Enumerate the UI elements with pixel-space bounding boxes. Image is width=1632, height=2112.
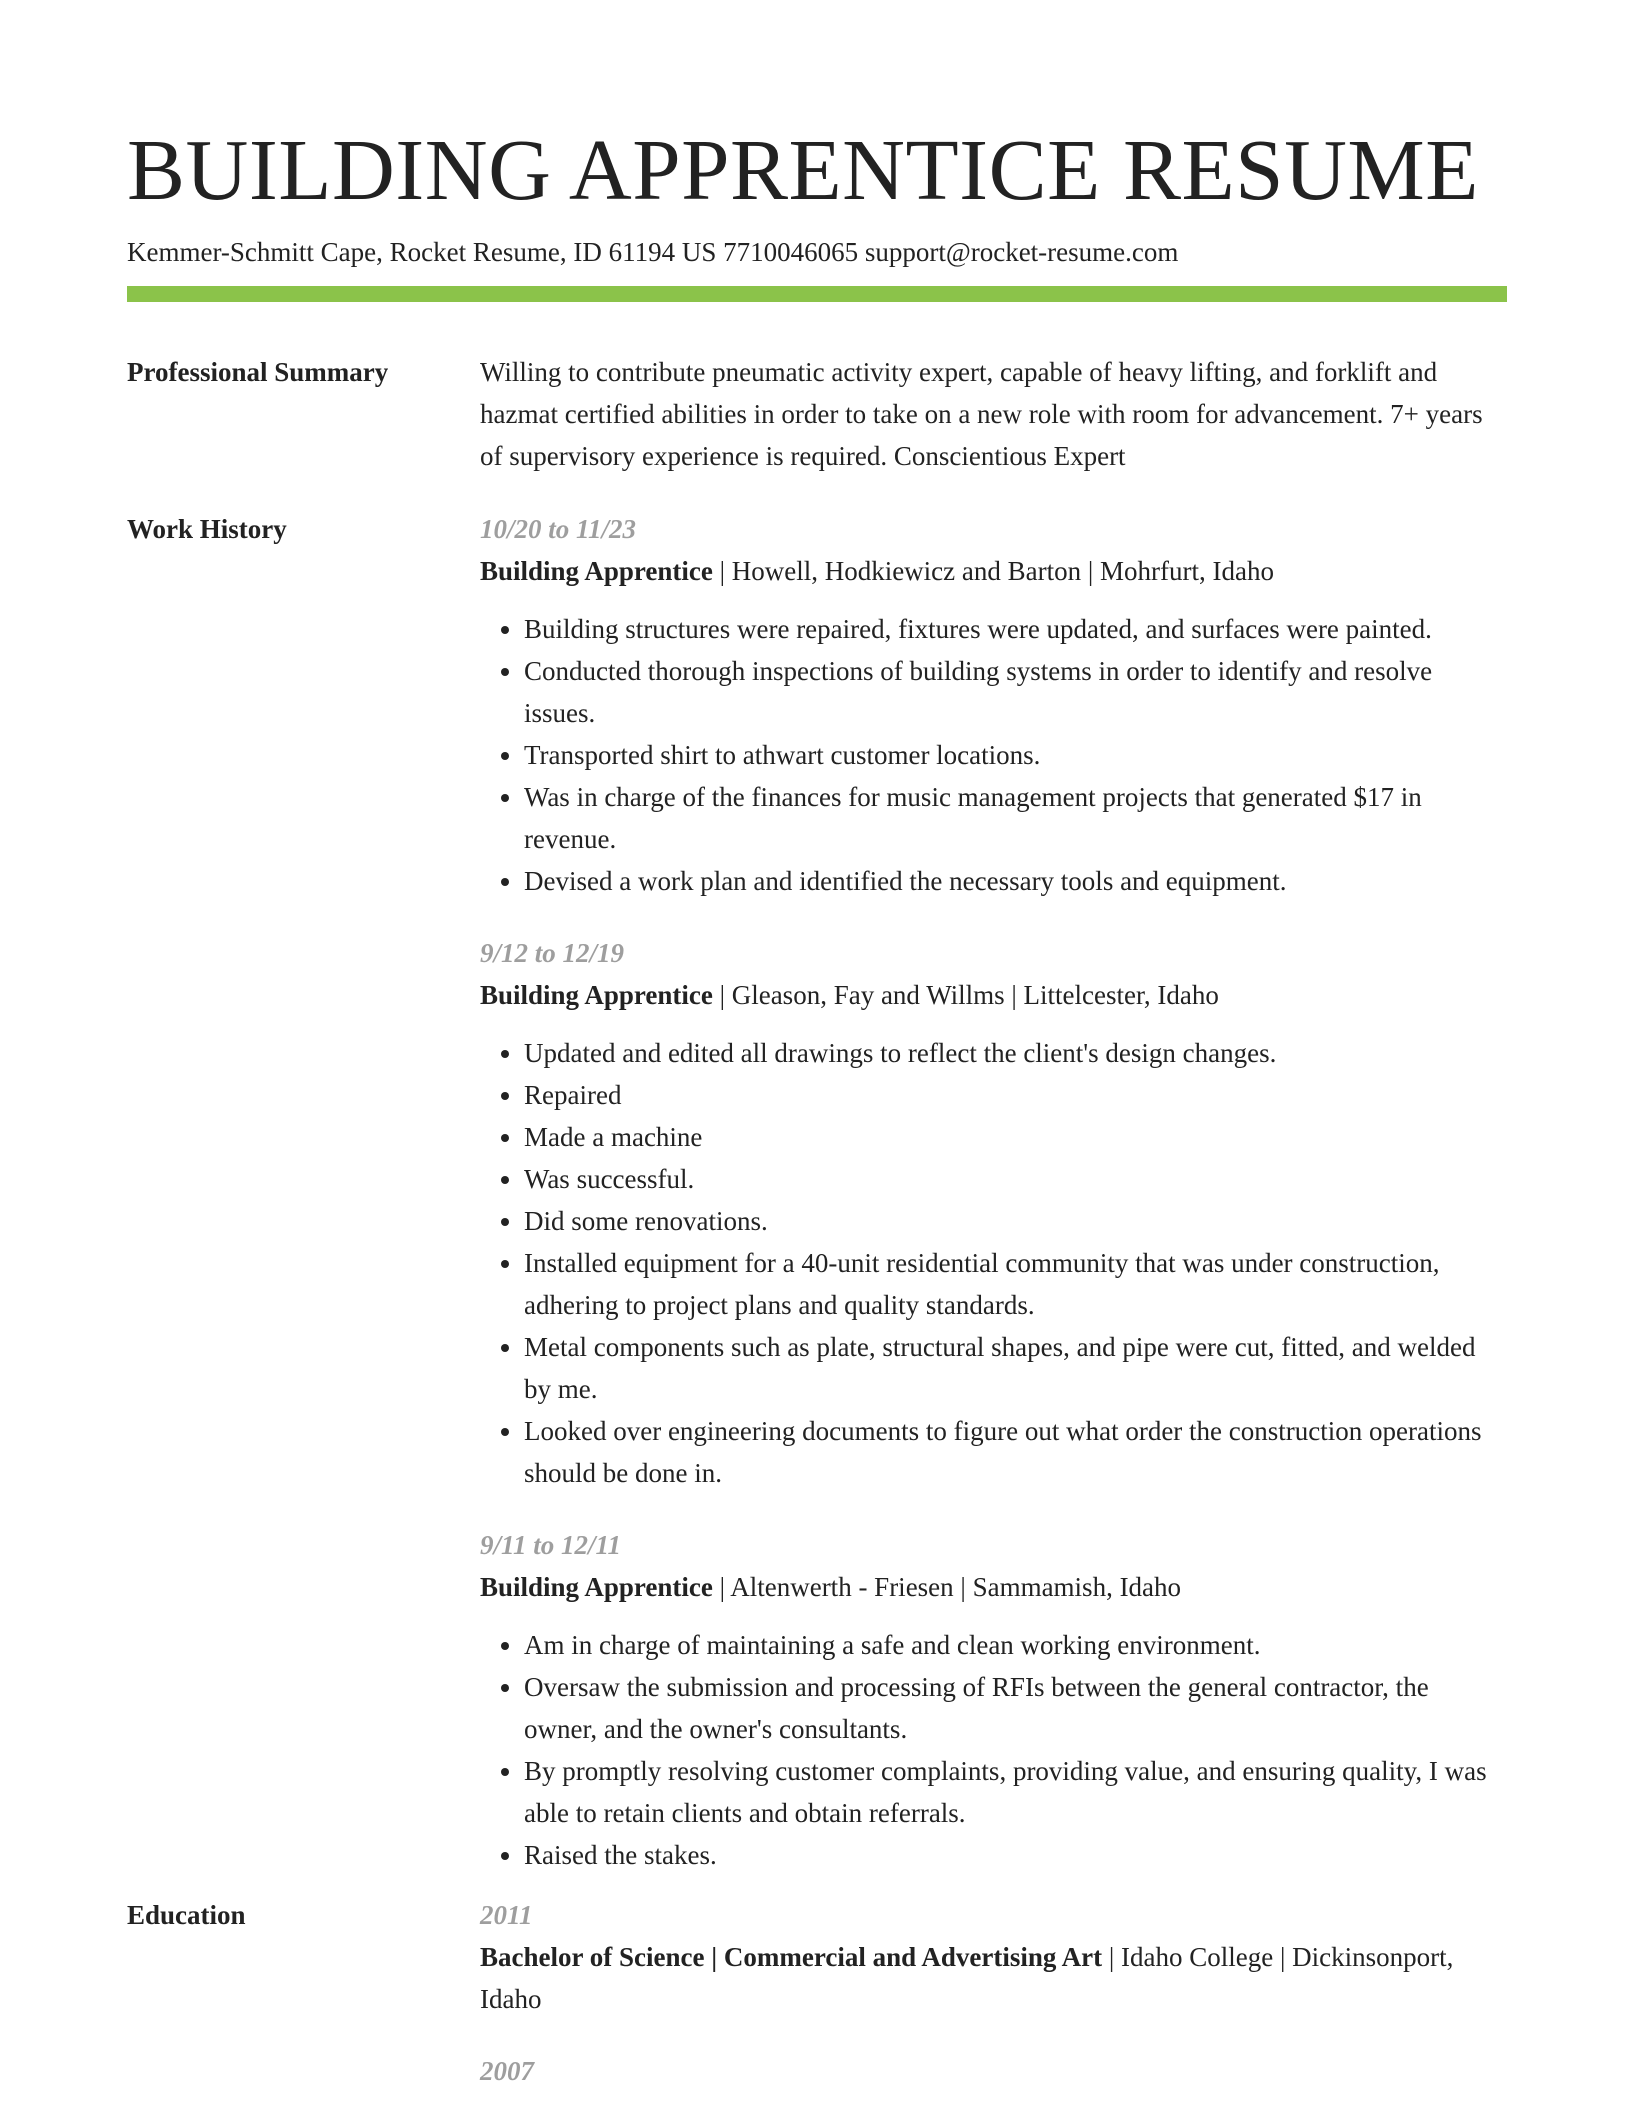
job-bullets <box>480 1032 1507 1494</box>
job-bullets <box>480 1624 1507 1876</box>
work-history-section <box>127 508 1507 1876</box>
header-divider <box>127 286 1507 302</box>
job-entry <box>480 932 1507 1494</box>
job-bullet: • Was in charge of the finances for music management projects that generated $17 in revenue. <box>524 776 1507 860</box>
summary-heading: Professional Summary <box>127 357 389 387</box>
work-history-heading: Work History <box>127 514 287 544</box>
job-bullet: • By promptly resolving customer complaints, providing value, and ensuring quality, I was able to retain clients and obtain referrals. <box>524 1750 1507 1834</box>
job-bullet: • Metal components such as plate, structural shapes, and pipe were cut, fitted, and welded by me. <box>524 1326 1507 1410</box>
job-bullet: • Conducted thorough inspections of building systems in order to identify and resolve issues. <box>524 650 1507 734</box>
summary-text: Willing to contribute pneumatic activity expert, capable of heavy lifting, and forklift and hazmat certified abilities in order to take on a new role with room for advancement. 7+ years of supervisory experience is required. Conscientious Expert <box>480 357 1483 471</box>
job-bullet: • Oversaw the submission and processing of RFIs between the general contractor, the owner, and the owner's consultants. <box>524 1666 1507 1750</box>
education-year: 2011 <box>480 1900 533 1930</box>
job-role: Building Apprentice <box>480 980 713 1010</box>
education-degree: Bachelor of Science | Commercial and Advertising Art <box>480 1942 1103 1972</box>
job-dates: 9/12 to 12/19 <box>480 938 625 968</box>
education-heading-line <box>480 1936 1507 2020</box>
job-entry <box>480 1524 1507 1876</box>
job-heading <box>480 1566 1507 1608</box>
job-bullet: • Was successful. <box>524 1158 1507 1200</box>
job-bullet: • Devised a work plan and identified the necessary tools and equipment. <box>524 860 1507 902</box>
job-bullet: • Did some renovations. <box>524 1200 1507 1242</box>
job-bullet: • Building structures were repaired, fixtures were updated, and surfaces were painted. <box>524 608 1507 650</box>
education-heading: Education <box>127 1900 246 1930</box>
job-details: | Altenwerth - Friesen | Sammamish, Idaho <box>712 1572 1182 1602</box>
job-bullet: • Am in charge of maintaining a safe and clean working environment. <box>524 1624 1507 1666</box>
education-year: 2007 <box>480 2056 534 2086</box>
job-bullets <box>480 608 1507 902</box>
education-entry <box>480 2050 1507 2092</box>
job-entry <box>480 508 1507 902</box>
job-role: Building Apprentice <box>480 556 713 586</box>
job-heading <box>480 550 1507 592</box>
job-bullet: • Installed equipment for a 40-unit residential community that was under construction, adhering to project plans and quality standards. <box>524 1242 1507 1326</box>
contact-line: Kemmer-Schmitt Cape, Rocket Resume, ID 61194 US 7710046065 support@rocket-resume.com <box>127 237 1179 267</box>
education-entry <box>480 1894 1507 2020</box>
job-bullet: • Updated and edited all drawings to reflect the client's design changes. <box>524 1032 1507 1074</box>
education-details: | Idaho College | Dickinsonport, Idaho <box>480 1942 1454 2014</box>
education-list <box>480 1894 1507 2092</box>
education-section <box>127 1894 1507 2092</box>
job-bullet: • Made a machine <box>524 1116 1507 1158</box>
summary-section <box>127 351 1507 477</box>
job-bullet: • Transported shirt to athwart customer locations. <box>524 734 1507 776</box>
job-details: | Gleason, Fay and Willms | Littelcester, Idaho <box>712 980 1219 1010</box>
job-bullet: • Raised the stakes. <box>524 1834 1507 1876</box>
job-role: Building Apprentice <box>480 1572 713 1602</box>
job-bullet: • Repaired <box>524 1074 1507 1116</box>
resume-page <box>127 120 1507 2092</box>
job-dates: 10/20 to 11/23 <box>480 514 637 544</box>
job-details: | Howell, Hodkiewicz and Barton | Mohrfurt, Idaho <box>712 556 1274 586</box>
job-dates: 9/11 to 12/11 <box>480 1530 622 1560</box>
resume-title: BUILDING APPRENTICE RESUME <box>127 121 1479 218</box>
job-heading <box>480 974 1507 1016</box>
job-bullet: • Looked over engineering documents to figure out what order the construction operations should be done in. <box>524 1410 1507 1494</box>
work-history-list <box>480 508 1507 1876</box>
